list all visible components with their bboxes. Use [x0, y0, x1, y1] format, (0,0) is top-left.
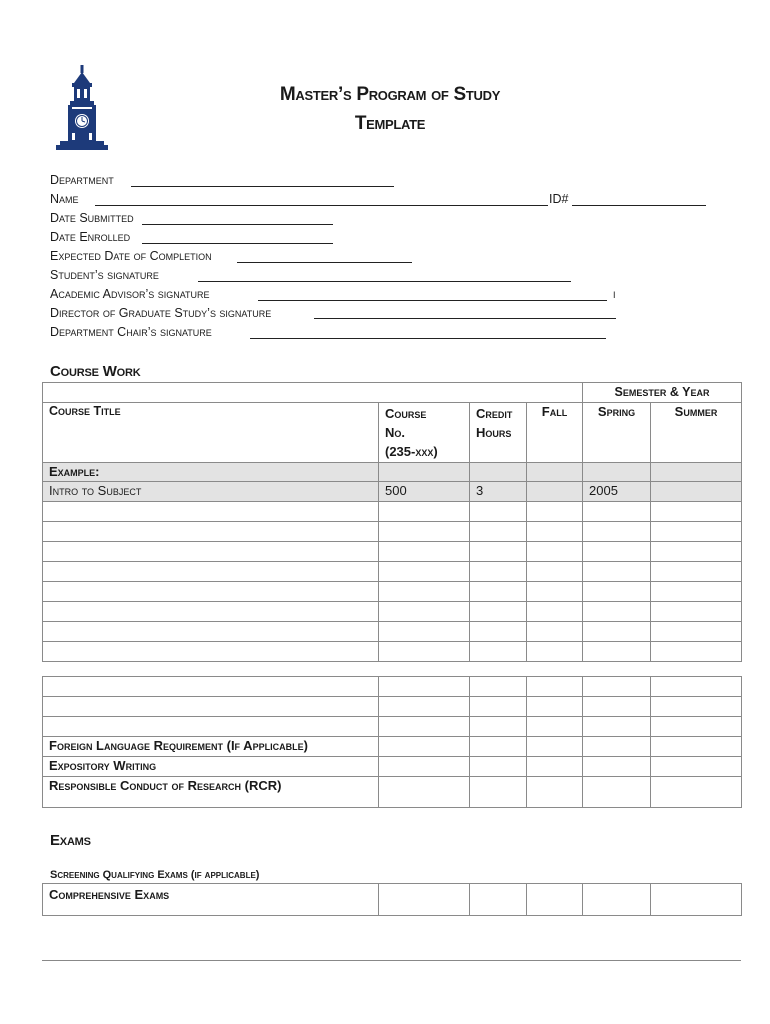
- table-cell[interactable]: [43, 502, 379, 522]
- table-cell[interactable]: [470, 562, 527, 582]
- chair-signature-label: Department Chair’s signature: [50, 325, 212, 339]
- rcr-label: Responsible Conduct of Research (RCR): [43, 777, 379, 808]
- table-cell[interactable]: [470, 522, 527, 542]
- table-cell[interactable]: [379, 622, 470, 642]
- table-cell[interactable]: [583, 582, 651, 602]
- table-cell[interactable]: [527, 717, 583, 737]
- table-row[interactable]: [43, 642, 742, 662]
- table-cell[interactable]: [43, 717, 379, 737]
- credit-hours-header: Credit Hours: [470, 403, 527, 463]
- table-cell[interactable]: [527, 757, 583, 777]
- table-cell[interactable]: [527, 697, 583, 717]
- table-cell[interactable]: [527, 622, 583, 642]
- example-label: Example:: [43, 463, 379, 482]
- table-cell[interactable]: [527, 884, 583, 916]
- table-cell[interactable]: [583, 542, 651, 562]
- example-label-row: [43, 463, 742, 482]
- table-row[interactable]: [43, 582, 742, 602]
- table-cell[interactable]: [651, 602, 742, 622]
- foreign-language-label: Foreign Language Requirement (If Applicable): [43, 737, 379, 757]
- expository-writing-label: Expository Writing: [43, 757, 379, 777]
- table-cell[interactable]: [651, 777, 742, 808]
- table-cell[interactable]: [651, 757, 742, 777]
- table-cell[interactable]: [43, 582, 379, 602]
- table-cell[interactable]: [651, 642, 742, 662]
- table-row: [43, 383, 742, 403]
- table-cell[interactable]: [651, 582, 742, 602]
- table-cell[interactable]: [527, 562, 583, 582]
- additional-table: [42, 676, 742, 808]
- table-row[interactable]: [43, 677, 742, 697]
- clock-tower-icon: [52, 63, 112, 153]
- table-cell[interactable]: [379, 757, 470, 777]
- table-cell: [470, 463, 527, 482]
- table-cell[interactable]: [43, 562, 379, 582]
- table-row[interactable]: [43, 522, 742, 542]
- table-cell[interactable]: [43, 602, 379, 622]
- example-row: [43, 482, 742, 502]
- table-cell[interactable]: [43, 542, 379, 562]
- table-cell: [379, 463, 470, 482]
- table-cell[interactable]: [43, 622, 379, 642]
- table-cell[interactable]: [651, 737, 742, 757]
- fall-header: Fall: [527, 403, 583, 463]
- table-row[interactable]: [43, 562, 742, 582]
- table-cell[interactable]: [470, 642, 527, 662]
- table-cell[interactable]: [470, 777, 527, 808]
- table-cell[interactable]: [651, 697, 742, 717]
- name-input-line[interactable]: [95, 205, 548, 206]
- page-title-line-2: Template: [354, 113, 426, 134]
- table-cell[interactable]: [43, 522, 379, 542]
- table-cell[interactable]: [583, 697, 651, 717]
- course-title-header: Course Title: [43, 403, 379, 463]
- comprehensive-exams-label: Comprehensive Exams: [43, 884, 379, 916]
- director-signature-input-line[interactable]: [314, 318, 616, 319]
- table-cell[interactable]: [527, 777, 583, 808]
- page-title-line-1: Master’s Program of Study: [279, 84, 501, 105]
- table-cell[interactable]: [583, 502, 651, 522]
- table-cell[interactable]: [470, 697, 527, 717]
- table-header-row: [43, 403, 742, 463]
- example-fall: [527, 482, 583, 502]
- table-cell[interactable]: [651, 562, 742, 582]
- table-cell[interactable]: [379, 884, 470, 916]
- screening-exams-label: Screening Qualifying Exams (if applicable): [50, 869, 260, 881]
- table-cell[interactable]: [527, 522, 583, 542]
- table-cell[interactable]: [470, 602, 527, 622]
- foreign-language-row[interactable]: [43, 737, 742, 757]
- table-cell[interactable]: [583, 602, 651, 622]
- table-cell[interactable]: [527, 642, 583, 662]
- example-summer: [651, 482, 742, 502]
- summer-header: Summer: [651, 403, 742, 463]
- date-enrolled-label: Date Enrolled: [50, 230, 131, 244]
- date-submitted-input-line[interactable]: [142, 224, 333, 225]
- table-cell[interactable]: [583, 717, 651, 737]
- table-cell: [651, 463, 742, 482]
- table-cell[interactable]: [470, 717, 527, 737]
- expository-writing-row[interactable]: [43, 757, 742, 777]
- course-work-table: [42, 382, 742, 662]
- course-work-heading: Course Work: [50, 363, 141, 380]
- rcr-row[interactable]: [43, 777, 742, 808]
- table-cell[interactable]: [651, 622, 742, 642]
- table-cell[interactable]: [379, 542, 470, 562]
- table-cell[interactable]: [379, 642, 470, 662]
- exams-table: [42, 883, 742, 916]
- table-cell[interactable]: [43, 677, 379, 697]
- example-course-no: 500: [379, 482, 470, 502]
- table-cell[interactable]: [379, 522, 470, 542]
- date-enrolled-input-line[interactable]: [142, 243, 333, 244]
- table-cell[interactable]: [651, 542, 742, 562]
- table-cell[interactable]: [583, 677, 651, 697]
- table-cell: [527, 463, 583, 482]
- table-cell[interactable]: [651, 502, 742, 522]
- table-cell[interactable]: [470, 622, 527, 642]
- table-cell[interactable]: [583, 562, 651, 582]
- table-row[interactable]: [43, 602, 742, 622]
- semester-year-header: Semester & Year: [583, 383, 742, 403]
- table-cell: [43, 383, 583, 403]
- example-spring: 2005: [583, 482, 651, 502]
- table-cell[interactable]: [379, 717, 470, 737]
- table-cell[interactable]: [583, 884, 651, 916]
- department-label: Department: [50, 173, 114, 187]
- advisor-signature-input-line[interactable]: [258, 300, 607, 301]
- table-cell[interactable]: [583, 642, 651, 662]
- table-cell[interactable]: [651, 677, 742, 697]
- table-cell[interactable]: [470, 737, 527, 757]
- table-cell[interactable]: [527, 542, 583, 562]
- table-cell[interactable]: [470, 677, 527, 697]
- table-cell[interactable]: [651, 522, 742, 542]
- table-cell[interactable]: [470, 757, 527, 777]
- table-row[interactable]: [43, 542, 742, 562]
- table-cell[interactable]: [470, 502, 527, 522]
- table-cell: [583, 463, 651, 482]
- table-row[interactable]: [43, 622, 742, 642]
- name-label: Name: [50, 192, 79, 206]
- table-cell[interactable]: [527, 602, 583, 622]
- table-cell[interactable]: [583, 777, 651, 808]
- comprehensive-exams-row[interactable]: [43, 884, 742, 916]
- expected-completion-input-line[interactable]: [237, 262, 412, 263]
- table-cell[interactable]: [583, 757, 651, 777]
- table-cell[interactable]: [527, 677, 583, 697]
- example-credit-hours: 3: [470, 482, 527, 502]
- table-cell[interactable]: [43, 697, 379, 717]
- table-cell[interactable]: [379, 677, 470, 697]
- table-cell[interactable]: [379, 697, 470, 717]
- table-cell[interactable]: [379, 562, 470, 582]
- spring-header: Spring: [583, 403, 651, 463]
- student-signature-input-line[interactable]: [198, 281, 571, 282]
- table-cell[interactable]: [379, 737, 470, 757]
- advisor-signature-label: Academic Advisor’s signature: [50, 287, 210, 301]
- table-cell[interactable]: [583, 622, 651, 642]
- id-input-line[interactable]: [572, 205, 706, 206]
- exams-heading: Exams: [50, 832, 91, 849]
- advisor-mark: ı: [613, 287, 616, 301]
- table-row[interactable]: [43, 697, 742, 717]
- student-signature-label: Student’s signature: [50, 268, 159, 282]
- course-no-header: Course No. (235-xxx): [379, 403, 470, 463]
- table-cell[interactable]: [379, 777, 470, 808]
- table-cell[interactable]: [527, 582, 583, 602]
- table-cell[interactable]: [470, 582, 527, 602]
- table-cell[interactable]: [470, 542, 527, 562]
- table-row[interactable]: [43, 502, 742, 522]
- table-cell[interactable]: [379, 602, 470, 622]
- table-cell[interactable]: [527, 502, 583, 522]
- table-cell[interactable]: [379, 582, 470, 602]
- department-input-line[interactable]: [131, 186, 394, 187]
- example-course-title: Intro to Subject: [43, 482, 379, 502]
- table-row[interactable]: [43, 717, 742, 737]
- id-label: ID#: [549, 192, 569, 206]
- table-cell[interactable]: [651, 884, 742, 916]
- table-cell[interactable]: [651, 717, 742, 737]
- footer-divider: [42, 960, 741, 961]
- date-submitted-label: Date Submitted: [50, 211, 134, 225]
- table-cell[interactable]: [583, 737, 651, 757]
- table-cell[interactable]: [43, 642, 379, 662]
- chair-signature-input-line[interactable]: [250, 338, 606, 339]
- expected-completion-label: Expected Date of Completion: [50, 249, 212, 263]
- table-cell[interactable]: [379, 502, 470, 522]
- director-signature-label: Director of Graduate Study’s signature: [50, 306, 272, 320]
- table-cell[interactable]: [527, 737, 583, 757]
- table-cell[interactable]: [583, 522, 651, 542]
- table-cell[interactable]: [470, 884, 527, 916]
